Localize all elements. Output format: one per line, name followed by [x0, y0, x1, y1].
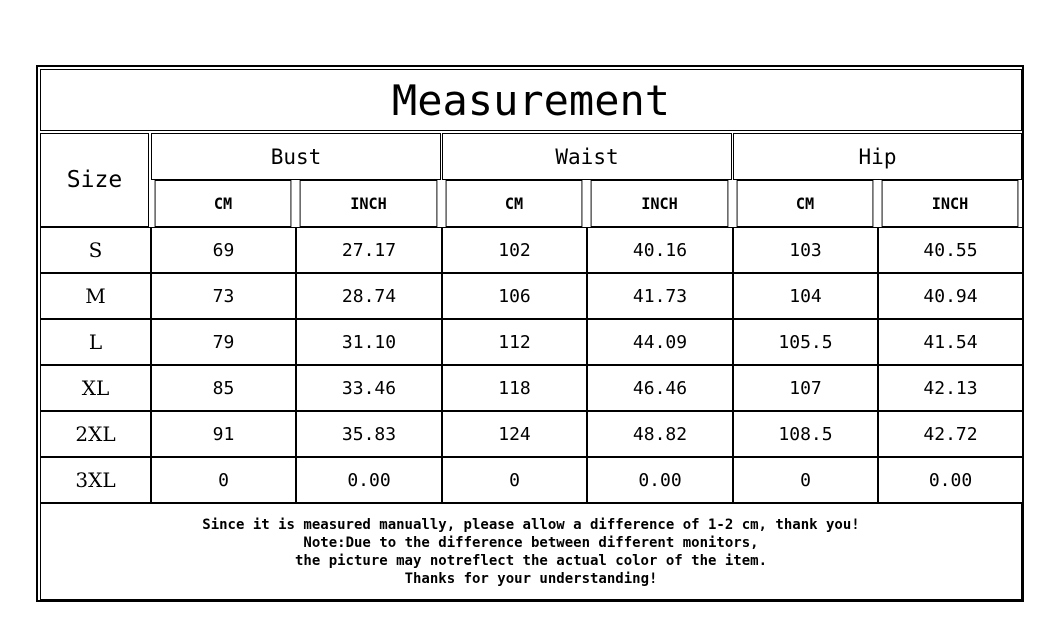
measurement-chart	[36, 65, 1024, 602]
table-cell: 124	[442, 411, 587, 457]
table-cell: 35.83	[296, 411, 442, 457]
group-header-waist: Waist	[442, 133, 732, 180]
table-cell: 40.94	[878, 273, 1023, 319]
table-cell: 104	[733, 273, 878, 319]
table-cell: 73	[151, 273, 296, 319]
table-cell: 102	[442, 227, 587, 273]
table-cell: 69	[151, 227, 296, 273]
table-cell: 91	[151, 411, 296, 457]
table-cell: 105.5	[733, 319, 878, 365]
table-cell: 46.46	[587, 365, 733, 411]
table-cell: 28.74	[296, 273, 442, 319]
table-cell: 108.5	[733, 411, 878, 457]
table-cell: 107	[733, 365, 878, 411]
table-cell: 0	[151, 457, 296, 503]
table-cell: 0.00	[587, 457, 733, 503]
group-header-bust: Bust	[151, 133, 441, 180]
note-line: Thanks for your understanding!	[404, 570, 658, 587]
unit-header-hip-cm: CM	[737, 180, 874, 227]
table-cell: 85	[151, 365, 296, 411]
group-header-hip: Hip	[733, 133, 1022, 180]
table-cell: 112	[442, 319, 587, 365]
unit-header-hip-inch: INCH	[882, 180, 1019, 227]
table-cell: 44.09	[587, 319, 733, 365]
table-cell: 33.46	[296, 365, 442, 411]
table-cell: 79	[151, 319, 296, 365]
table-cell: 31.10	[296, 319, 442, 365]
unit-header-bust-inch: INCH	[300, 180, 438, 227]
note-line: the picture may notreflect the actual color of the item.	[294, 552, 767, 569]
size-label: S	[40, 227, 151, 273]
table-cell: 48.82	[587, 411, 733, 457]
table-cell: 103	[733, 227, 878, 273]
size-label: L	[40, 319, 151, 365]
note-line: Note:Due to the difference between different monitors,	[303, 534, 759, 551]
table-cell: 0.00	[296, 457, 442, 503]
size-label: M	[40, 273, 151, 319]
table-cell: 41.54	[878, 319, 1023, 365]
notes-box	[40, 503, 1022, 600]
table-cell: 27.17	[296, 227, 442, 273]
unit-header-waist-inch: INCH	[591, 180, 729, 227]
unit-header-waist-cm: CM	[446, 180, 583, 227]
table-cell: 42.13	[878, 365, 1023, 411]
table-cell: 0	[733, 457, 878, 503]
table-cell: 40.55	[878, 227, 1023, 273]
unit-header-bust-cm: CM	[155, 180, 292, 227]
size-label: 2XL	[40, 411, 151, 457]
table-cell: 106	[442, 273, 587, 319]
chart-title: Measurement	[40, 69, 1022, 131]
note-line: Since it is measured manually, please allow a difference of 1-2 cm, thank you!	[202, 516, 860, 533]
size-label: 3XL	[40, 457, 151, 503]
table-cell: 0	[442, 457, 587, 503]
table-cell: 118	[442, 365, 587, 411]
table-cell: 0.00	[878, 457, 1023, 503]
table-cell: 41.73	[587, 273, 733, 319]
table-cell: 42.72	[878, 411, 1023, 457]
table-cell: 40.16	[587, 227, 733, 273]
size-label: XL	[40, 365, 151, 411]
size-column-header: Size	[40, 133, 149, 227]
